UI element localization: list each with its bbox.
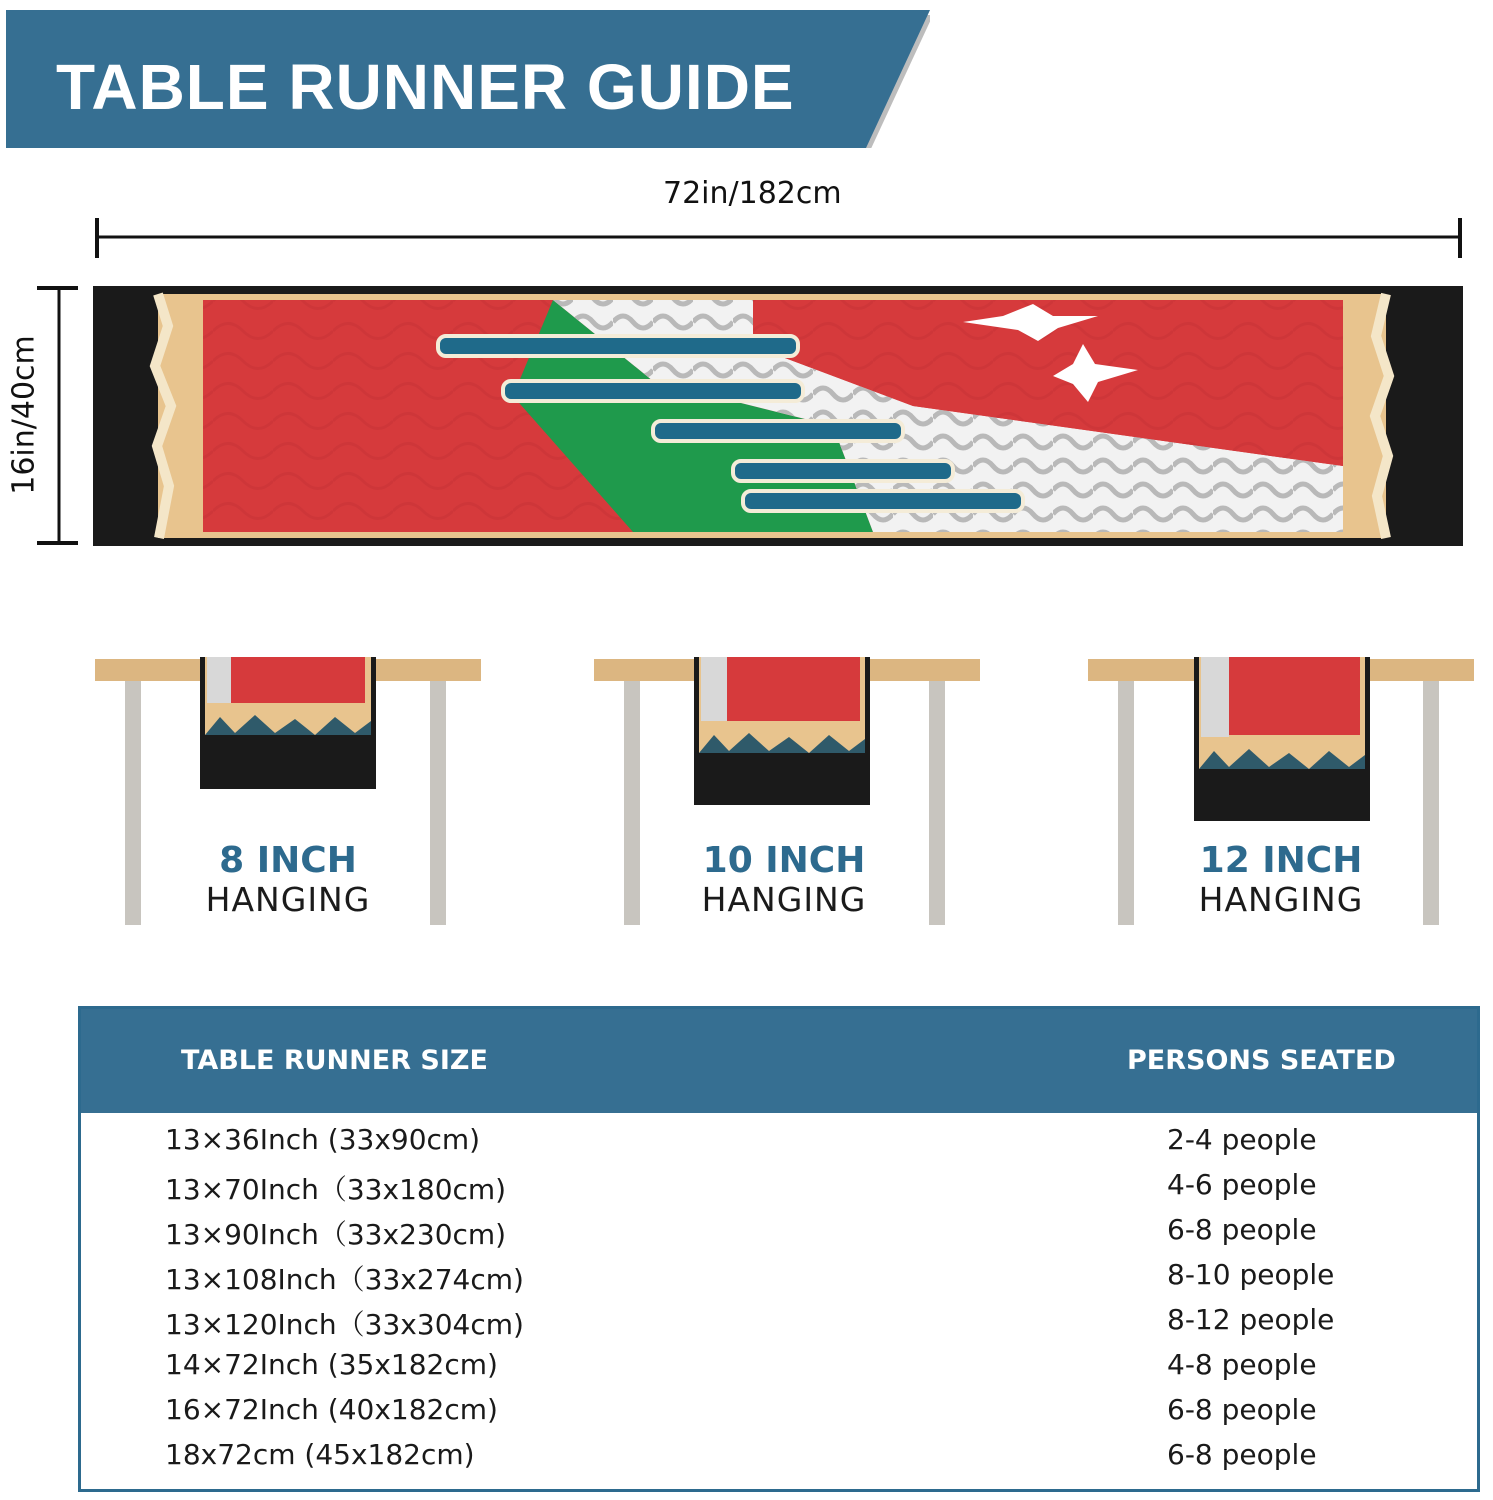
- width-dimension-line: [90, 212, 1470, 262]
- hanging-12-label: HANGING: [1198, 880, 1364, 919]
- row-size: 13×108Inch（33x274cm): [165, 1263, 524, 1296]
- size-table-header: [81, 1009, 1477, 1113]
- table-row: [81, 1168, 1477, 1208]
- table-runner-image: [93, 286, 1463, 546]
- hanging-8-number: 8 INCH: [219, 840, 357, 881]
- hanging-8-label: HANGING: [205, 880, 371, 919]
- table-row: [81, 1213, 1477, 1253]
- table-row: [81, 1303, 1477, 1343]
- header-table-runner-size: TABLE RUNNER SIZE: [181, 1045, 488, 1076]
- table-row: [81, 1123, 1477, 1163]
- table-row: [81, 1258, 1477, 1298]
- hanging-10-label: HANGING: [701, 880, 867, 919]
- row-size: 16×72Inch (40x182cm): [165, 1393, 498, 1426]
- height-dimension-line: [34, 285, 84, 547]
- row-size: 13×120Inch（33x304cm): [165, 1308, 524, 1341]
- row-persons: 4-8 people: [1167, 1348, 1317, 1381]
- row-size: 14×72Inch (35x182cm): [165, 1348, 498, 1381]
- row-size: 13×70Inch（33x180cm): [165, 1173, 507, 1206]
- table-row: [81, 1393, 1477, 1433]
- hanging-12-number: 12 INCH: [1199, 840, 1363, 881]
- size-table: [78, 1006, 1480, 1492]
- row-persons: 2-4 people: [1167, 1123, 1317, 1156]
- table-row: [81, 1438, 1477, 1478]
- row-size: 13×36Inch (33x90cm): [165, 1123, 481, 1156]
- row-persons: 8-12 people: [1167, 1303, 1335, 1336]
- title-banner: [6, 10, 930, 148]
- row-persons: 4-6 people: [1167, 1168, 1317, 1201]
- height-label: 16in/40cm: [6, 335, 42, 495]
- row-persons: 8-10 people: [1167, 1258, 1335, 1291]
- row-persons: 6-8 people: [1167, 1393, 1317, 1426]
- row-persons: 6-8 people: [1167, 1213, 1317, 1246]
- header-persons-seated: PERSONS SEATED: [1127, 1045, 1396, 1076]
- hanging-10-number: 10 INCH: [702, 840, 866, 881]
- table-row: [81, 1348, 1477, 1388]
- row-persons: 6-8 people: [1167, 1438, 1317, 1471]
- row-size: 18x72cm (45x182cm): [165, 1438, 475, 1471]
- width-label: 72in/182cm: [663, 176, 842, 211]
- page-title: TABLE RUNNER GUIDE: [56, 51, 795, 123]
- row-size: 13×90Inch（33x230cm): [165, 1218, 507, 1251]
